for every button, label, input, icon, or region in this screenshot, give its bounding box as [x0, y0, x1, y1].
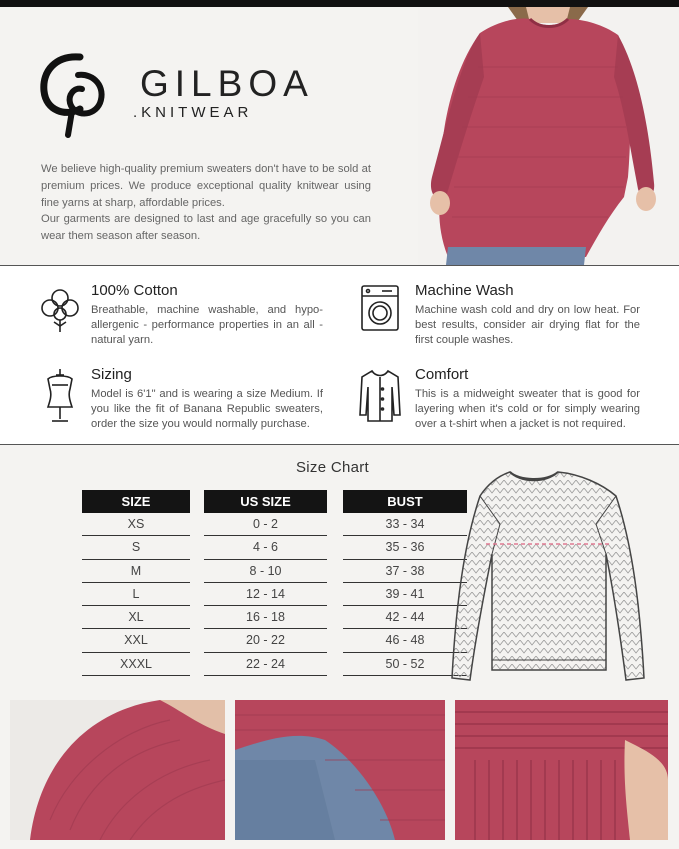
mannequin-icon	[38, 366, 82, 424]
table-cell: S	[82, 536, 190, 559]
hero-section	[0, 7, 679, 265]
size-chart-section	[0, 446, 679, 696]
feature-sizing-desc: Model is 6'1" and is wearing a size Medium. If you like the fit of Banana Republic sweaters, order the size you would normally purchase.	[91, 388, 323, 430]
table-cell: L	[82, 583, 190, 606]
size-chart-title: Size Chart	[296, 459, 370, 476]
detail-photo-cuff	[455, 700, 668, 840]
table-cell: 8 - 10	[204, 560, 327, 583]
detail-photo-shoulder	[10, 700, 225, 840]
feature-comfort-title: Comfort	[415, 366, 469, 383]
us-size-column	[204, 490, 327, 676]
table-cell: 0 - 2	[204, 513, 327, 536]
table-cell: 39 - 41	[343, 583, 467, 606]
cardigan-icon	[358, 366, 402, 424]
size-column-header: SIZE	[82, 490, 190, 513]
table-cell: 33 - 34	[343, 513, 467, 536]
table-cell: 46 - 48	[343, 629, 467, 652]
table-cell: 42 - 44	[343, 606, 467, 629]
cotton-icon	[38, 284, 82, 334]
intro-paragraph-1: We believe high-quality premium sweaters don't have to be sold at premium prices. We produce exceptional quality knitwear using fine yarns at sharp, affordable prices.	[41, 163, 371, 209]
features-section	[0, 266, 679, 444]
table-cell: 4 - 6	[204, 536, 327, 559]
intro-text	[41, 161, 371, 245]
table-cell: 16 - 18	[204, 606, 327, 629]
table-cell: XS	[82, 513, 190, 536]
table-cell: 20 - 22	[204, 629, 327, 652]
feature-machine-wash-desc: Machine wash cold and dry on low heat. For best results, consider air drying flat for the first couple washes.	[415, 304, 640, 346]
intro-paragraph-2: Our garments are designed to last and age gracefully so you can wear them season after season.	[41, 213, 371, 243]
gilboa-logo-icon	[38, 53, 110, 139]
brand-name: GILBOA	[140, 63, 314, 104]
table-cell: XXL	[82, 629, 190, 652]
feature-cotton-title: 100% Cotton	[91, 282, 178, 299]
feature-sizing	[38, 366, 328, 436]
features-divider	[0, 444, 679, 445]
brand-subtitle: .KNITWEAR	[133, 104, 253, 121]
table-cell: XXXL	[82, 653, 190, 676]
feature-machine-wash	[358, 282, 648, 352]
us-size-column-header: US SIZE	[204, 490, 327, 513]
feature-cotton	[38, 282, 328, 352]
feature-machine-wash-title: Machine Wash	[415, 282, 514, 299]
table-cell: 12 - 14	[204, 583, 327, 606]
table-cell: M	[82, 560, 190, 583]
feature-comfort	[358, 366, 648, 436]
table-cell: 22 - 24	[204, 653, 327, 676]
table-cell: 50 - 52	[343, 653, 467, 676]
washing-machine-icon	[358, 284, 402, 334]
table-cell: 35 - 36	[343, 536, 467, 559]
bust-column-header: BUST	[343, 490, 467, 513]
table-cell: XL	[82, 606, 190, 629]
table-cell: 37 - 38	[343, 560, 467, 583]
sweater-diagram-icon	[440, 464, 650, 694]
top-bar	[0, 0, 679, 7]
feature-sizing-title: Sizing	[91, 366, 132, 383]
feature-comfort-desc: This is a midweight sweater that is good for layering when it's cold or for simply wearing over a t-shirt when a jacket is not required.	[415, 388, 640, 430]
detail-photo-hem	[235, 700, 445, 840]
model-photo	[418, 7, 679, 265]
feature-cotton-desc: Breathable, machine washable, and hypo-allergenic - performance properties in an all - natural yarn.	[91, 304, 323, 346]
size-column	[82, 490, 190, 676]
